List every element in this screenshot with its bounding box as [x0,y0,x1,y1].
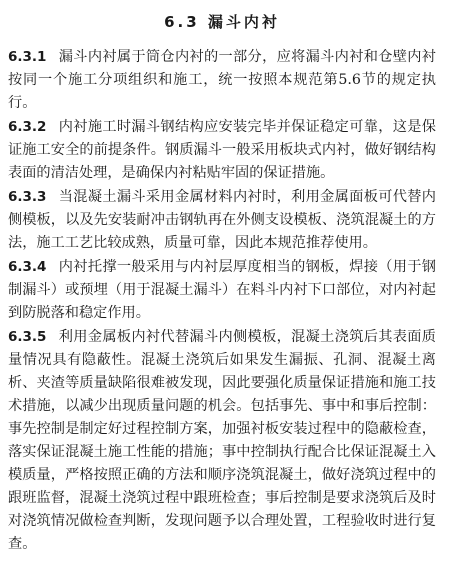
clause-number: 6.3.5 [8,329,47,345]
clause-6-3-4 [8,256,436,325]
clause-6-3-5 [8,326,436,556]
clause-text: 漏斗内衬属于筒仓内衬的一部分，应将漏斗内衬和仓壁内衬按同一个施工分项组织和施工，统一按照本规范第5.6节的规定执行。 [8,49,436,111]
clause-number: 6.3.2 [8,119,47,135]
clause-text: 内衬托撑一般采用与内衬层厚度相当的钢板，焊接（用于钢制漏斗）或预埋（用于混凝土漏斗）在料斗内衬下口部位，对内衬起到防脱落和稳定作用。 [8,259,436,321]
clause-text: 当混凝土漏斗采用金属材料内衬时，利用金属面板可代替内侧模板，以及先安装耐冲击钢轨再在外侧支设模板、浇筑混凝土的方法，施工工艺比较成熟，质量可靠，因此本规范推荐使用。 [8,189,436,251]
clause-6-3-3 [8,186,436,255]
clause-text: 内衬施工时漏斗钢结构应安装完毕并保证稳定可靠，这是保证施工安全的前提条件。钢质漏斗一般采用板块式内衬，做好钢结构表面的清洁处理，是确保内衬粘贴牢固的保证措施。 [8,119,436,181]
clause-6-3-1 [8,46,436,115]
clause-number: 6.3.4 [8,259,47,275]
section-title: 6.3 漏斗内衬 [164,13,280,31]
clause-number: 6.3.1 [8,49,47,65]
clause-6-3-2 [8,116,436,185]
clause-number: 6.3.3 [8,189,47,205]
clause-text: 利用金属板内衬代替漏斗内侧模板，混凝土浇筑后其表面质量情况具有隐蔽性。混凝土浇筑后如果发生漏振、孔洞、混凝土离析、夹渣等质量缺陷很难被发现，因此要强化质量保证措施和施工技术措施，以减少出现质量问题的机会。包括事先、事中和事后控制：事先控制是制定好过程控制方案，加强衬板安装过程中的隐蔽检查，落实保证混凝土施工性能的措施；事中控制执行配合比保证混凝土入模质量，严格按照正确的方法和顺序浇筑混凝土，做好浇筑过程中的跟班监督，混凝土浇筑过程中跟班检查；事后控制是要求浇筑后及时对浇筑情况做检查判断，发现问题予以合理处置，工程验收时进行复查。 [8,329,436,552]
